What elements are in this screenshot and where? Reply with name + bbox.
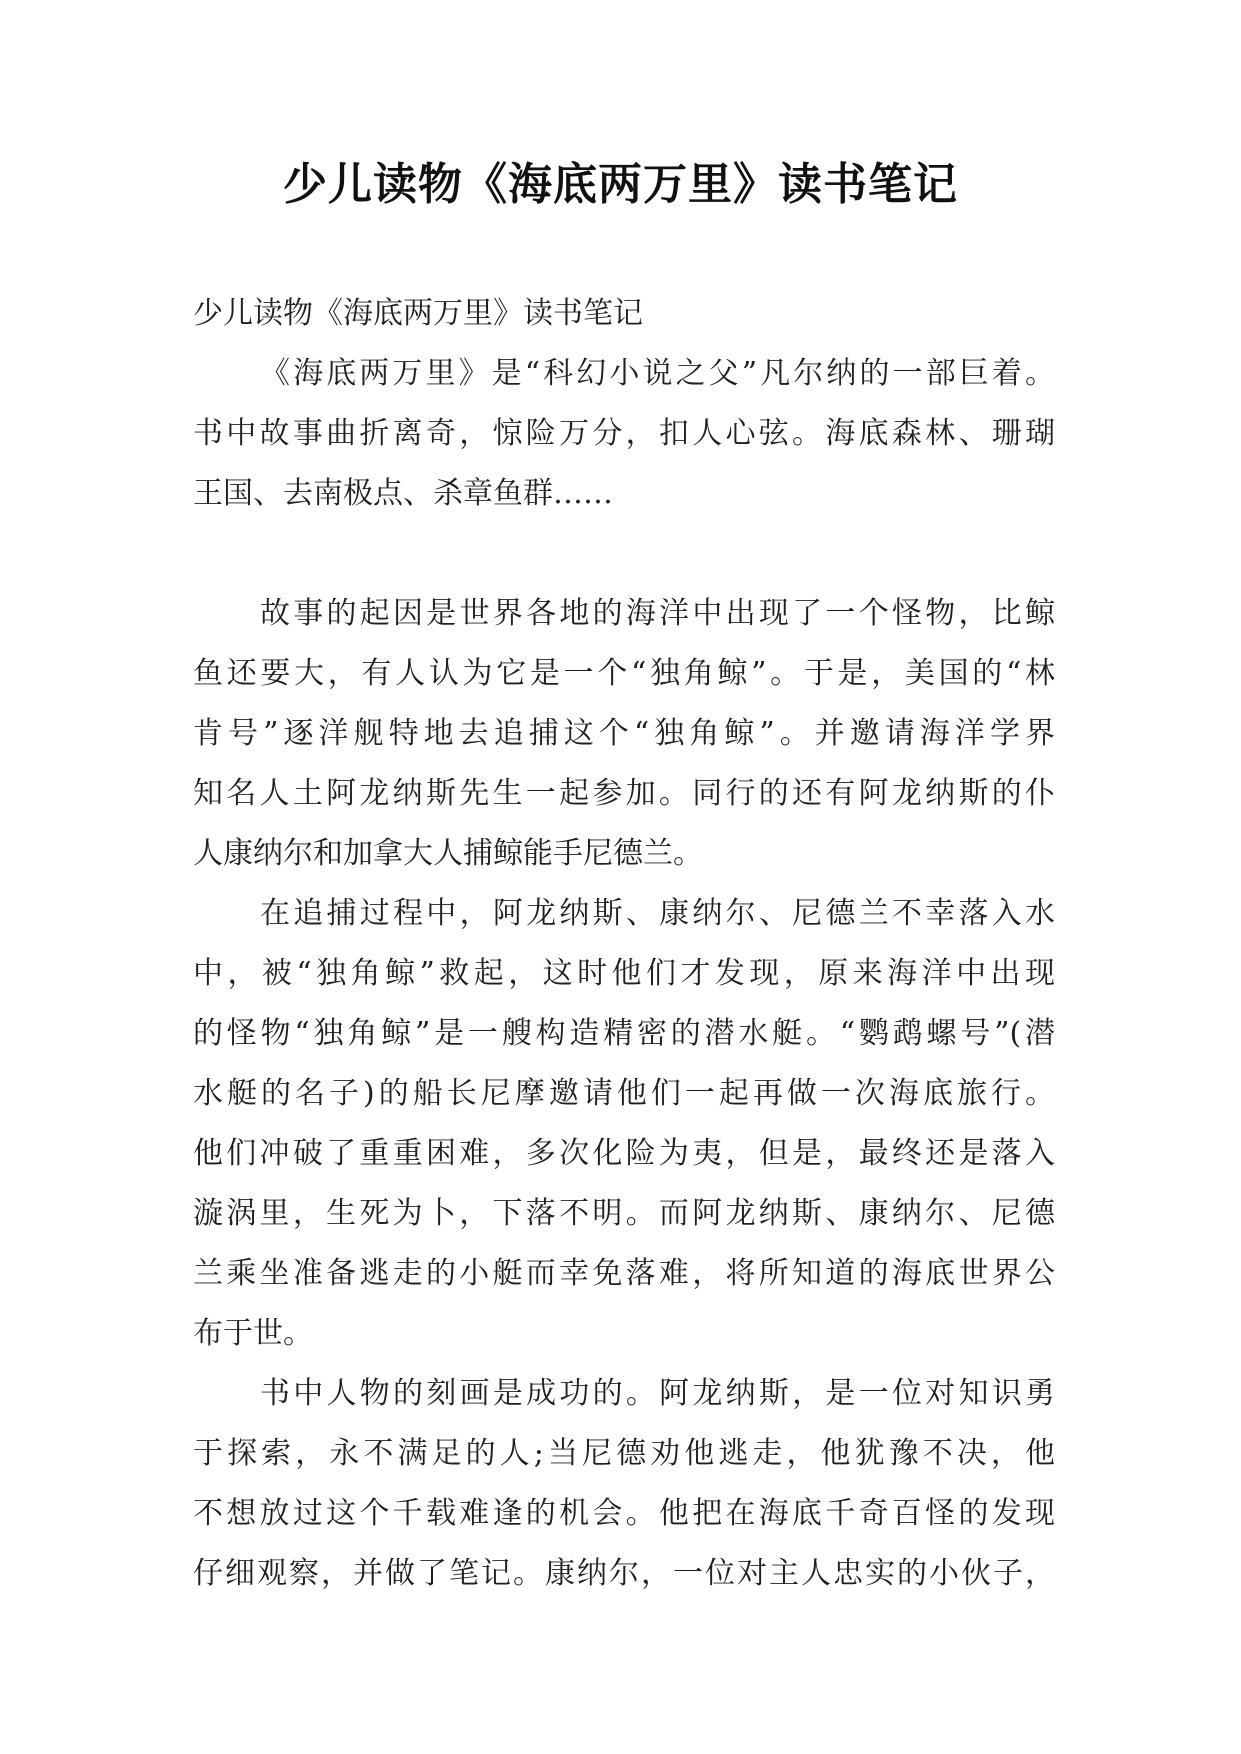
blank-line	[193, 524, 1055, 584]
heading-line: 少儿读物《海底两万里》读书笔记	[193, 296, 643, 331]
body-line: 肯号”逐洋舰特地去追捕这个“独角鲸”。并邀请海洋学界	[193, 716, 1055, 751]
body-line: 在追捕过程中，阿龙纳斯、康纳尔、尼德兰不幸落入水	[260, 896, 1055, 931]
body-line: 中，被“独角鲸”救起，这时他们才发现，原来海洋中出现	[193, 956, 1055, 991]
body-line: 人康纳尔和加拿大人捕鲸能手尼德兰。	[193, 836, 703, 871]
body-line: 故事的起因是世界各地的海洋中出现了一个怪物，比鲸	[260, 596, 1055, 631]
paragraph-intro	[193, 344, 1055, 524]
document-body	[193, 284, 1055, 1604]
body-line: 他们冲破了重重困难，多次化险为夷，但是，最终还是落入	[193, 1136, 1055, 1171]
body-line: 书中人物的刻画是成功的。阿龙纳斯，是一位对知识勇	[260, 1376, 1055, 1411]
body-line: 知名人土阿龙纳斯先生一起参加。同行的还有阿龙纳斯的仆	[193, 776, 1055, 811]
body-line: 鱼还要大，有人认为它是一个“独角鲸”。于是，美国的“林	[193, 656, 1055, 691]
body-line: 于探索，永不满足的人;当尼德劝他逃走，他犹豫不决，他	[193, 1436, 1055, 1471]
body-line: 兰乘坐准备逃走的小艇而幸免落难，将所知道的海底世界公	[193, 1256, 1055, 1291]
body-line: 水艇的名子)的船长尼摩邀请他们一起再做一次海底旅行。	[193, 1076, 1055, 1111]
body-line: 不想放过这个千载难逢的机会。他把在海底千奇百怪的发现	[193, 1496, 1055, 1531]
body-line: 仔细观察，并做了笔记。康纳尔，一位对主人忠实的小伙子，	[193, 1556, 1055, 1591]
body-line: 《海底两万里》是“科幻小说之父”凡尔纳的一部巨着。	[260, 356, 1055, 391]
body-line: 漩涡里，生死为卜，下落不明。而阿龙纳斯、康纳尔、尼德	[193, 1196, 1055, 1231]
body-line: 书中故事曲折离奇，惊险万分，扣人心弦。海底森林、珊瑚	[193, 416, 1055, 451]
body-line: 的怪物“独角鲸”是一艘构造精密的潜水艇。“鹦鹉螺号”(潜	[193, 1016, 1055, 1051]
body-line: 王国、去南极点、杀章鱼群……	[193, 476, 613, 511]
heading-paragraph	[193, 284, 1055, 344]
paragraph-pursuit	[193, 884, 1055, 1364]
paragraph-origin	[193, 584, 1055, 884]
body-line: 布于世。	[193, 1316, 313, 1351]
paragraph-characters	[193, 1364, 1055, 1604]
document-title: 少儿读物《海底两万里》读书笔记	[283, 159, 958, 210]
